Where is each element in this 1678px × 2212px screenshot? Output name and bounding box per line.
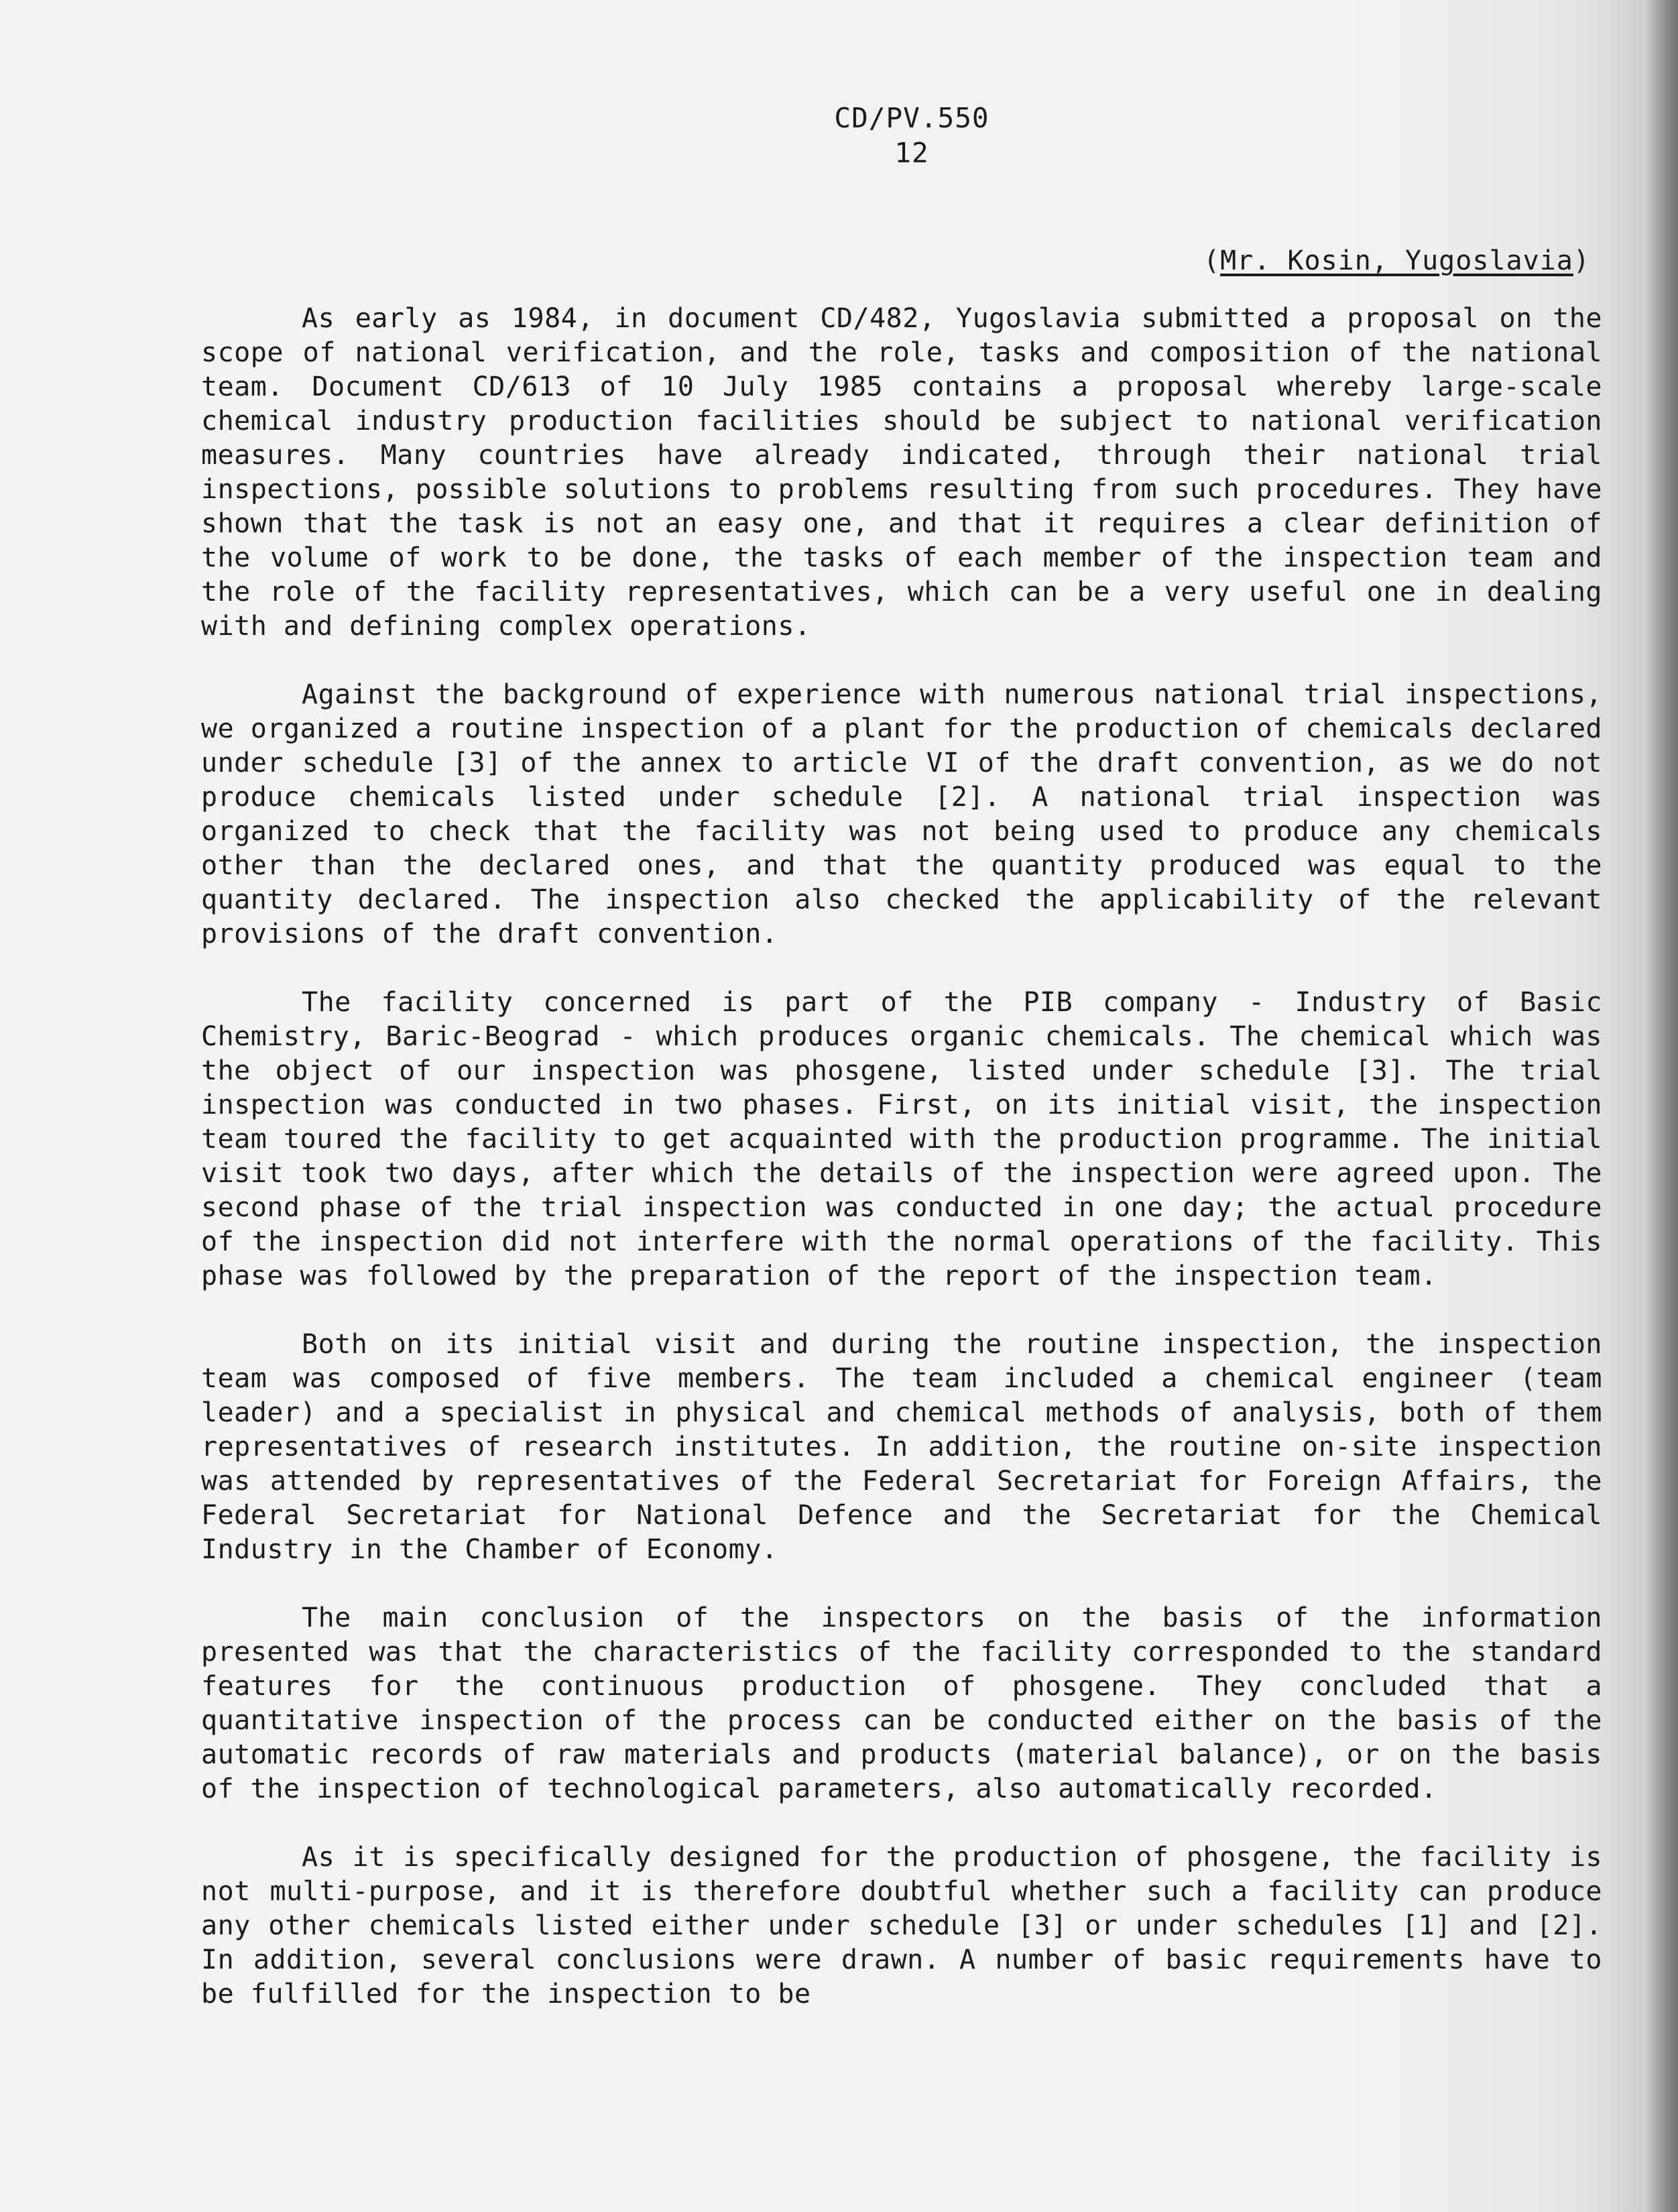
paragraph-3: The facility concerned is part of the PIB company - Industry of Basic Chemistry, Baric-Beograd - which produces organic chemicals. The chemical which was the object of our inspection was phosgene, listed under schedule [3]. The trial inspection was conducted in two phases. First, on its initial visit, the inspection team toured the facility to get acquainted with the production programme. The initial visit took two days, after which the details of the inspection were agreed upon. The second phase of the trial inspection was conducted in one day; the actual procedure of the inspection did not interfere with the normal operations of the facility. This phase was followed by the preparation of the report of the inspection team. bbox=[201, 987, 1602, 1291]
paragraph-1: As early as 1984, in document CD/482, Yugoslavia submitted a proposal on the scope of national verification, and the role, tasks and composition of the national team. Document CD/613 of 10 July 1985 contains a proposal whereby large-scale chemical industry production facilities should be subject to national verification measures. Many countries have already indicated, through their national trial inspections, possible solutions to problems resulting from such procedures. They have shown that the task is not an easy one, and that it requires a clear definition of the volume of work to be done, the tasks of each member of the inspection team and the role of the facility representatives, which can be a very useful one in dealing with and defining complex operations. bbox=[201, 303, 1602, 642]
speaker-attribution bbox=[1203, 245, 1590, 276]
document-header bbox=[724, 101, 1099, 170]
speaker-close-paren: ) bbox=[1573, 245, 1590, 276]
page-binding-edge bbox=[1642, 0, 1678, 2212]
statement-body bbox=[201, 302, 1602, 2012]
paragraph-2: Against the background of experience with numerous national trial inspections, we organized a routine inspection of a plant for the production of chemicals declared under schedule [3] of the annex to article VI of the draft convention, as we do not produce chemicals listed under schedule [2]. A national trial inspection was organized to check that the facility was not being used to produce any chemicals other than the declared ones, and that the quantity produced was equal to the quantity declared. The inspection also checked the applicability of the relevant provisions of the draft convention. bbox=[201, 679, 1602, 949]
paragraph-6: As it is specifically designed for the production of phosgene, the facility is not multi-purpose, and it is therefore doubtful whether such a facility can produce any other chemicals listed either under schedule [3] or under schedules [1] and [2]. In addition, several conclusions were drawn. A number of basic requirements have to be fulfilled for the inspection to be bbox=[201, 1842, 1602, 2010]
paragraph-5: The main conclusion of the inspectors on the basis of the information presented was that the characteristics of the facility corresponded to the standard features for the continuous production of phosgene. They concluded that a quantitative inspection of the process can be conducted either on the basis of the automatic records of raw materials and products (material balance), or on the basis of the inspection of technological parameters, also automatically recorded. bbox=[201, 1603, 1602, 1804]
document-symbol: CD/PV.550 bbox=[834, 102, 990, 134]
paragraph-4: Both on its initial visit and during the routine inspection, the inspection team was composed of five members. The team included a chemical engineer (team leader) and a specialist in physical and chemical methods of analysis, both of them representatives of research institutes. In addition, the routine on-site inspection was attended by representatives of the Federal Secretariat for Foreign Affairs, the Federal Secretariat for National Defence and the Secretariat for the Chemical Industry in the Chamber of Economy. bbox=[201, 1329, 1602, 1565]
page-number: 12 bbox=[894, 137, 929, 169]
speaker-name: Mr. Kosin, Yugoslavia bbox=[1220, 245, 1573, 276]
speaker-open-paren: ( bbox=[1203, 245, 1221, 276]
